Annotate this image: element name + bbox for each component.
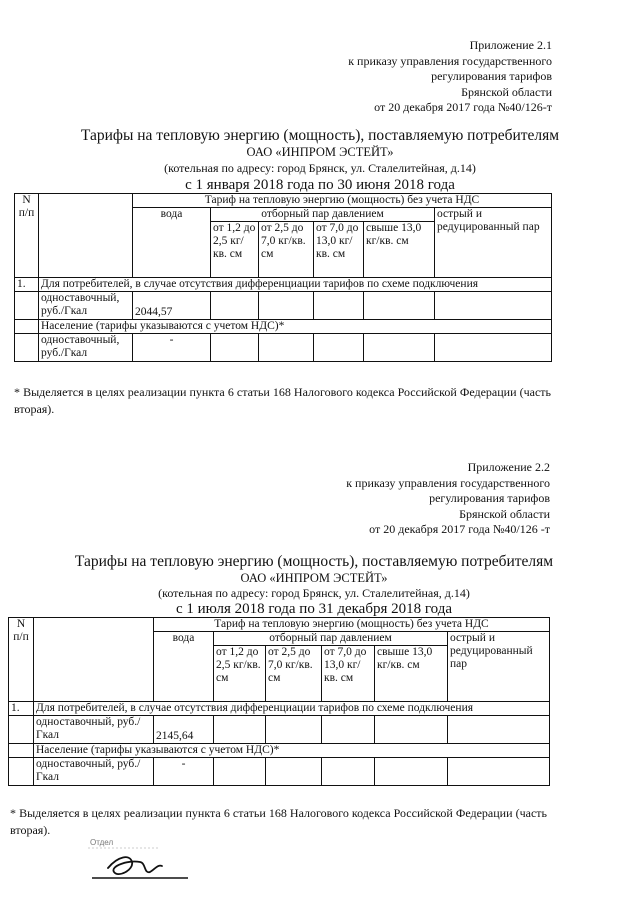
row-consumers: Для потребителей, в случае отсутствия дифференциации тарифов по схеме подключения [39, 278, 552, 292]
boiler-address: (котельная по адресу: город Брянск, ул. Сталелитейная, д.14) [164, 161, 476, 175]
cell-empty [364, 292, 435, 320]
appendix-line: Брянской области [459, 506, 550, 521]
cell-empty [322, 716, 375, 744]
row-label: одноставочный, руб./Гкал [39, 292, 133, 320]
cell-empty [314, 292, 364, 320]
handwritten-signature [88, 838, 208, 888]
header-pressure-2: от 2,5 до 7,0 кг/кв. см [266, 646, 322, 702]
appendix-block-2 [300, 460, 550, 538]
tariff-period: с 1 января 2018 года по 30 июня 2018 года [185, 177, 455, 193]
cell-empty [435, 292, 552, 320]
company-name: ОАО «ИНПРОМ ЭСТЕЙТ» [240, 571, 388, 585]
cell-empty [435, 334, 552, 362]
header-pressure-3: от 7,0 до 13,0 кг/кв. см [322, 646, 375, 702]
header-number: N п/п [9, 618, 34, 702]
appendix-line: Брянской области [461, 84, 552, 99]
footnote: * Выделяется в целях реализации пункта 6 статьи 168 Налогового кодекса Российской Федерации (часть вторая). [14, 385, 551, 416]
header-number: N п/п [15, 194, 39, 278]
cell-empty [211, 292, 259, 320]
cell-empty [259, 334, 314, 362]
header-water: вода [154, 632, 214, 702]
boiler-address: (котельная по адресу: город Брянск, ул. Сталелитейная, д.14) [158, 586, 470, 600]
header-steam: отборный пар давлением [214, 632, 448, 646]
water-tariff-value: - [154, 758, 214, 786]
cell-empty [375, 758, 448, 786]
cell-empty [448, 758, 550, 786]
cell-empty [266, 758, 322, 786]
cell-empty [214, 758, 266, 786]
company-name: ОАО «ИНПРОМ ЭСТЕЙТ» [246, 145, 394, 159]
header-pressure-3: от 7,0 до 13,0 кг/кв. см [314, 222, 364, 278]
header-pressure-4: свыше 13,0 кг/кв. см [375, 646, 448, 702]
header-pressure-1: от 1,2 до 2,5 кг/кв. см [211, 222, 259, 278]
row-number: 1. [9, 702, 34, 716]
cell-empty [9, 716, 34, 744]
appendix-line: к приказу управления государственного [348, 53, 552, 68]
tariff-period: с 1 июля 2018 года по 31 декабря 2018 года [176, 601, 452, 617]
appendix-line: от 20 декабря 2017 года №40/126-т [374, 100, 552, 114]
footnote: * Выделяется в целях реализации пункта 6 статьи 168 Налогового кодекса Российской Федерации (часть вторая). [10, 806, 547, 837]
cell-empty [314, 334, 364, 362]
document-heading: Тарифы на тепловую энергию (мощность), поставляемую потребителям [80, 127, 560, 144]
header-sharp-steam: острый и редуцированный пар [435, 208, 552, 278]
row-number: 1. [15, 278, 39, 292]
signature-stamp [88, 838, 208, 888]
cell-empty [448, 716, 550, 744]
appendix-title: Приложение 2.1 [469, 38, 552, 52]
appendix-line: регулирования тарифов [429, 491, 550, 505]
header-steam: отборный пар давлением [211, 208, 435, 222]
header-pressure-1: от 1,2 до 2,5 кг/кв. см [214, 646, 266, 702]
appendix-line: к приказу управления государственного [346, 475, 550, 490]
appendix-line: регулирования тарифов [431, 69, 552, 83]
row-consumers: Для потребителей, в случае отсутствия дифференциации тарифов по схеме подключения [34, 702, 550, 716]
cell-empty [375, 716, 448, 744]
cell-empty [364, 334, 435, 362]
tariff-table [8, 617, 550, 786]
row-label: одноставочный, руб./Гкал [34, 758, 154, 786]
row-population: Население (тарифы указываются с учетом НДС)* [39, 320, 552, 334]
header-tariff: Тариф на тепловую энергию (мощность) без учета НДС [154, 618, 550, 632]
cell-empty [322, 758, 375, 786]
water-tariff-value: 2145,64 [154, 716, 214, 744]
cell-empty [15, 292, 39, 320]
water-tariff-value: 2044,57 [133, 292, 211, 320]
row-label: одноставочный, руб./Гкал [39, 334, 133, 362]
cell-empty [214, 716, 266, 744]
header-pressure-4: свыше 13,0 кг/кв. см [364, 222, 435, 278]
appendix-block-1 [300, 38, 552, 116]
appendix-title: Приложение 2.2 [467, 460, 550, 474]
header-sharp-steam: острый и редуцированный пар [448, 632, 550, 702]
header-tariff: Тариф на тепловую энергию (мощность) без учета НДС [133, 194, 552, 208]
row-population: Население (тарифы указываются с учетом НДС)* [34, 744, 550, 758]
header-water: вода [133, 208, 211, 278]
cell-empty [266, 716, 322, 744]
document-heading: Тарифы на тепловую энергию (мощность), поставляемую потребителям [74, 553, 554, 570]
header-pressure-2: от 2,5 до 7,0 кг/кв. см [259, 222, 314, 278]
stamp-text: Отдел [90, 838, 114, 847]
header-empty [34, 618, 154, 702]
appendix-line: от 20 декабря 2017 года №40/126 -т [369, 522, 550, 536]
cell-empty [211, 334, 259, 362]
cell-empty [15, 334, 39, 362]
cell-empty [259, 292, 314, 320]
cell-empty [15, 320, 39, 334]
cell-empty [9, 744, 34, 758]
cell-empty [9, 758, 34, 786]
tariff-table [14, 193, 552, 362]
header-empty [39, 194, 133, 278]
row-label: одноставочный, руб./Гкал [34, 716, 154, 744]
water-tariff-value: - [133, 334, 211, 362]
